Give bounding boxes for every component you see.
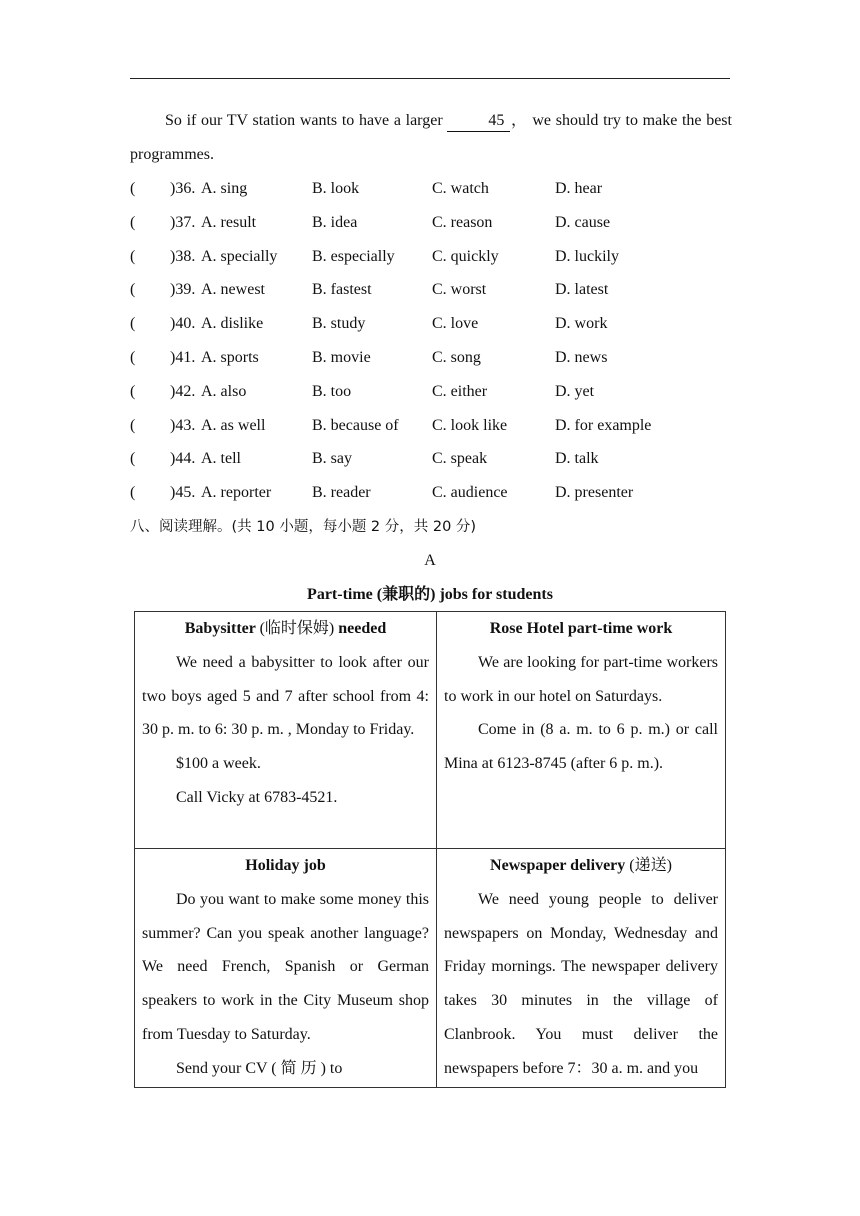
answer-paren: ( [130, 382, 136, 400]
option-c: C. speak [432, 450, 488, 468]
question-number: )38. [170, 247, 196, 265]
option-a: A. tell [201, 450, 241, 468]
passage-final-sentence [130, 104, 732, 172]
question-number: )41. [170, 349, 196, 366]
ad-contact: Send your CV ( 简 历 ) to [176, 1059, 343, 1077]
ad-text: Do you want to make some money this summer? Can you speak another language? We need French, Spanish or German speakers to work in the City Museum shop from Tuesday to Saturday. [142, 890, 429, 1043]
option-d: D. yet [555, 382, 595, 400]
answer-paren: ( [130, 213, 136, 231]
option-b: B. idea [312, 213, 358, 231]
passage-letter: A [424, 552, 436, 569]
option-b: B. fastest [312, 281, 372, 299]
question-row [130, 409, 730, 443]
ad-title: Rose Hotel part-time work [489, 620, 673, 637]
option-b: B. too [312, 382, 352, 400]
ad-text: We need a babysitter to look after our two boys aged 5 and 7 after school from 4: 30 p. m. to 6: 30 p. m. , Monday to Friday. [142, 653, 429, 739]
question-row [130, 307, 730, 341]
answer-paren: ( [130, 281, 136, 299]
option-a: A. reporter [201, 484, 272, 502]
option-d: D. presenter [555, 484, 634, 502]
question-number: )36. [170, 180, 196, 197]
question-row [130, 172, 730, 206]
question-number: )42. [170, 382, 196, 400]
option-c: C. worst [432, 281, 487, 299]
option-d: D. talk [555, 450, 599, 468]
option-d: D. for example [555, 416, 652, 434]
answer-paren: ( [130, 450, 136, 468]
option-c: C. audience [432, 484, 508, 502]
option-d: D. hear [555, 180, 603, 197]
option-a: A. dislike [201, 315, 264, 333]
ad-newspaper [437, 849, 726, 1088]
ad-title: Holiday job [245, 857, 326, 874]
ad-babysitter [135, 612, 437, 849]
blank-45: 45 [447, 111, 510, 132]
ad-text: We need young people to deliver newspapers on Monday, Wednesday and Friday mornings. The newspaper delivery takes 30 minutes in the village of Clanbrook. You must deliver the newspapers before 7：30 a. m. and you [444, 890, 718, 1077]
option-d: D. news [555, 349, 608, 366]
question-row [130, 476, 730, 510]
question-number: )44. [170, 450, 196, 468]
option-a: A. specially [201, 247, 278, 265]
option-b: B. because of [312, 416, 399, 434]
question-number: )45. [170, 484, 196, 502]
question-row [130, 442, 730, 476]
option-c: C. watch [432, 180, 489, 197]
option-c: C. love [432, 315, 479, 333]
option-b: B. say [312, 450, 352, 468]
ad-text: We are looking for part-time workers to work in our hotel on Saturdays. [444, 653, 718, 705]
option-c: C. quickly [432, 247, 499, 265]
ad-hotel [437, 612, 726, 849]
option-d: D. cause [555, 213, 611, 231]
option-c: C. either [432, 382, 488, 400]
option-a: A. as well [201, 416, 266, 434]
option-d: D. work [555, 315, 608, 333]
question-row [130, 273, 730, 307]
question-number: )43. [170, 416, 196, 434]
header-rule [130, 78, 730, 79]
option-c: C. song [432, 349, 481, 366]
option-d: D. luckily [555, 247, 619, 265]
sentence-start: So if our TV station wants to have a larger [165, 112, 448, 129]
option-b: B. movie [312, 349, 371, 366]
question-number: )37. [170, 213, 196, 231]
option-b: B. reader [312, 484, 371, 502]
ad-title: Babysitter (临时保姆) needed [184, 620, 387, 637]
ad-holiday [135, 849, 437, 1088]
answer-paren: ( [130, 484, 136, 502]
question-row [130, 341, 730, 375]
question-row [130, 375, 730, 409]
option-a: A. result [201, 213, 257, 231]
sentence-end: ， we should try to make the best programmes. [130, 112, 732, 163]
job-ads-table [134, 611, 726, 1088]
question-row [130, 206, 730, 240]
option-b: B. study [312, 315, 366, 333]
option-a: A. also [201, 382, 247, 400]
question-number: )40. [170, 315, 196, 333]
answer-paren: ( [130, 180, 136, 197]
option-c: C. reason [432, 213, 493, 231]
option-a: A. sing [201, 180, 248, 197]
ad-title: Newspaper delivery (递送) [490, 857, 672, 874]
question-row [130, 240, 730, 274]
passage-title: Part-time (兼职的) jobs for students [307, 586, 553, 603]
option-b: B. especially [312, 247, 395, 265]
option-a: A. sports [201, 349, 259, 366]
ad-pay: $100 a week. [176, 755, 261, 773]
ad-contact: Call Vicky at 6783-4521. [176, 788, 338, 806]
option-b: B. look [312, 180, 360, 197]
answer-paren: ( [130, 416, 136, 434]
ad-contact: Come in (8 a. m. to 6 p. m.) or call Mina at 6123-8745 (after 6 p. m.). [444, 721, 718, 773]
option-a: A. newest [201, 281, 265, 299]
question-number: )39. [170, 281, 196, 299]
answer-paren: ( [130, 247, 136, 265]
section-heading: 八、阅读理解。(共 10 小题，每小题 2 分，共 20 分) [130, 519, 477, 535]
option-d: D. latest [555, 281, 609, 299]
option-c: C. look like [432, 416, 508, 434]
answer-paren: ( [130, 315, 136, 333]
answer-paren: ( [130, 349, 136, 366]
